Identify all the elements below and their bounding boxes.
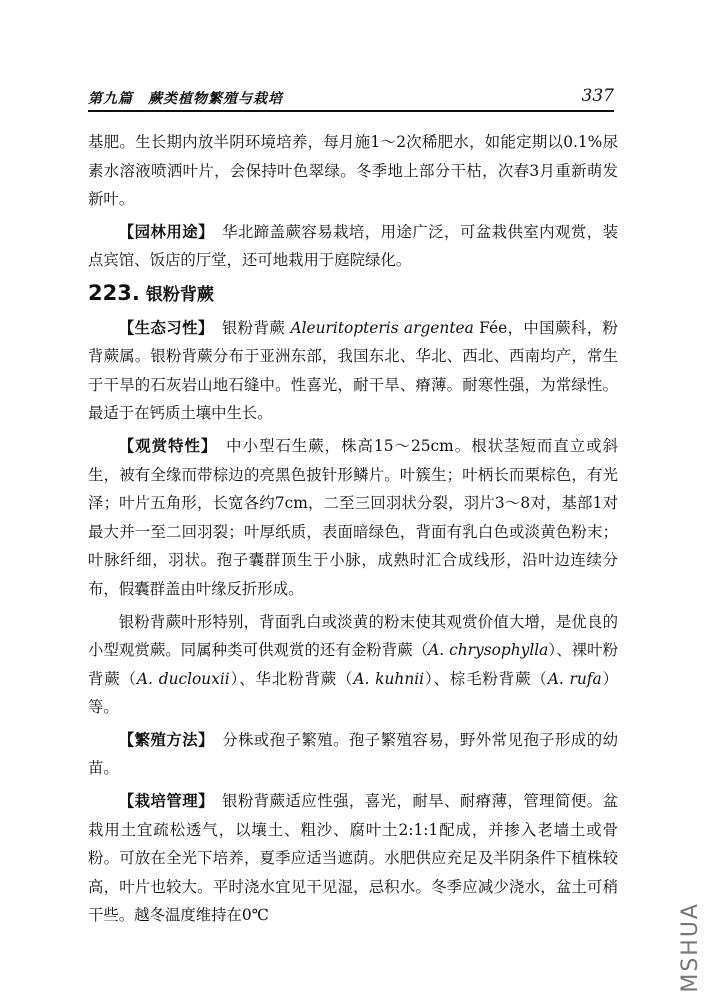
scientific-name: A. chrysophylla bbox=[428, 641, 549, 660]
scientific-name: A. duclouxii bbox=[136, 669, 230, 688]
paragraph-text: 银粉背蕨 bbox=[221, 318, 286, 337]
page-body bbox=[88, 128, 618, 934]
paragraph-text: ）、华北粉背蕨（ bbox=[229, 669, 354, 688]
paragraph-propagation bbox=[88, 726, 618, 783]
paragraph-text: 银粉背蕨适应性强，喜光，耐旱、耐瘠薄，管理简便。盆栽用土宜疏松透气，以壤土、粗沙、腐叶土2:1:1配成，并掺入老墙土或骨粉。可放在全光下培养，夏季应适当遮荫。水肥供应充足及半阴条件下植株较高，叶片也较大。平时浇水宜见干见湿，忌积水。冬季应减少浇水，盆土可稍干些。越冬温度维持在0℃ bbox=[88, 792, 618, 925]
paragraph-text: 银粉背蕨叶形特别，背面乳白或淡黄的粉末使其观赏价值大增，是优良的小型观赏蕨。同属种类可供观赏的还有金粉背蕨（ bbox=[88, 612, 618, 660]
paragraph-text: ）、棕毛粉背蕨（ bbox=[424, 669, 548, 688]
section-tag: 【栽培管理】 bbox=[118, 792, 207, 811]
chapter-title: 第九篇 蕨类植物繁殖与栽培 bbox=[88, 91, 283, 107]
watermark-logo: MSHUA bbox=[678, 902, 703, 993]
section-tag: 【园林用途】 bbox=[118, 222, 207, 241]
paragraph-text: 分株或孢子繁殖。孢子繁殖容易，野外常见孢子形成的幼苗。 bbox=[88, 730, 618, 778]
paragraph-text: 中小型石生蕨，株高15～25cm。根状茎短而直立或斜生，被有全缘而带棕边的亮黑色披针形鳞片。叶簇生；叶柄长而栗棕色，有光泽；叶片五角形，长宽各约7cm，二至三回羽状分裂，羽片3～8对，基部1对最大并一至二回羽裂；叶厚纸质，表面暗绿色，背面有乳白色或淡黄色粉末；叶脉纤细，羽状。孢子囊群顶生于小脉，成熟时汇合成线形，沿叶边连续分布，假囊群盖由叶缘反折形成。 bbox=[88, 436, 618, 598]
paragraph-cultivation bbox=[88, 787, 618, 930]
scientific-name: A. kuhnii bbox=[353, 669, 425, 688]
paragraph-ecology bbox=[88, 314, 618, 428]
section-tag: 【观赏特性】 bbox=[118, 436, 210, 455]
paragraph-text: 华北蹄盖蕨容易栽培，用途广泛，可盆栽供室内观赏，装点宾馆、饭店的厅堂，还可地栽用于庭院绿化。 bbox=[88, 222, 618, 270]
section-heading bbox=[88, 279, 618, 310]
section-tag: 【繁殖方法】 bbox=[118, 730, 207, 749]
section-tag: 【生态习性】 bbox=[118, 318, 207, 337]
section-number: 223. bbox=[88, 280, 140, 305]
paragraph-text: Fée，中国蕨科，粉背蕨属。银粉背蕨分布于亚洲东部，我国东北、华北、西北、西南均产，常生于干旱的石灰岩山地石缝中。性喜光，耐干旱、瘠薄。耐寒性强，为常绿性。最适于在钙质土壤中生长。 bbox=[88, 318, 618, 423]
paragraph-continued: 基肥。生长期内放半阴环境培养，每月施1～2次稀肥水，如能定期以0.1%尿素水溶液喷洒叶片，会保持叶色翠绿。冬季地上部分干枯，次春3月重新萌发新叶。 bbox=[88, 133, 618, 209]
paragraph-ornamental bbox=[88, 432, 618, 604]
paragraph-ornamental-species bbox=[88, 608, 618, 722]
section-title: 银粉背蕨 bbox=[145, 284, 214, 305]
scientific-name: Aleuritopteris argentea bbox=[290, 318, 474, 337]
running-header bbox=[88, 88, 614, 112]
page-number: 337 bbox=[581, 86, 614, 106]
scientific-name: A. rufa bbox=[547, 669, 602, 688]
paragraph-text: ）、裸叶粉背蕨（ bbox=[88, 641, 618, 688]
paragraph-garden-use bbox=[88, 218, 618, 275]
paragraph-text: ）等。 bbox=[88, 669, 618, 717]
